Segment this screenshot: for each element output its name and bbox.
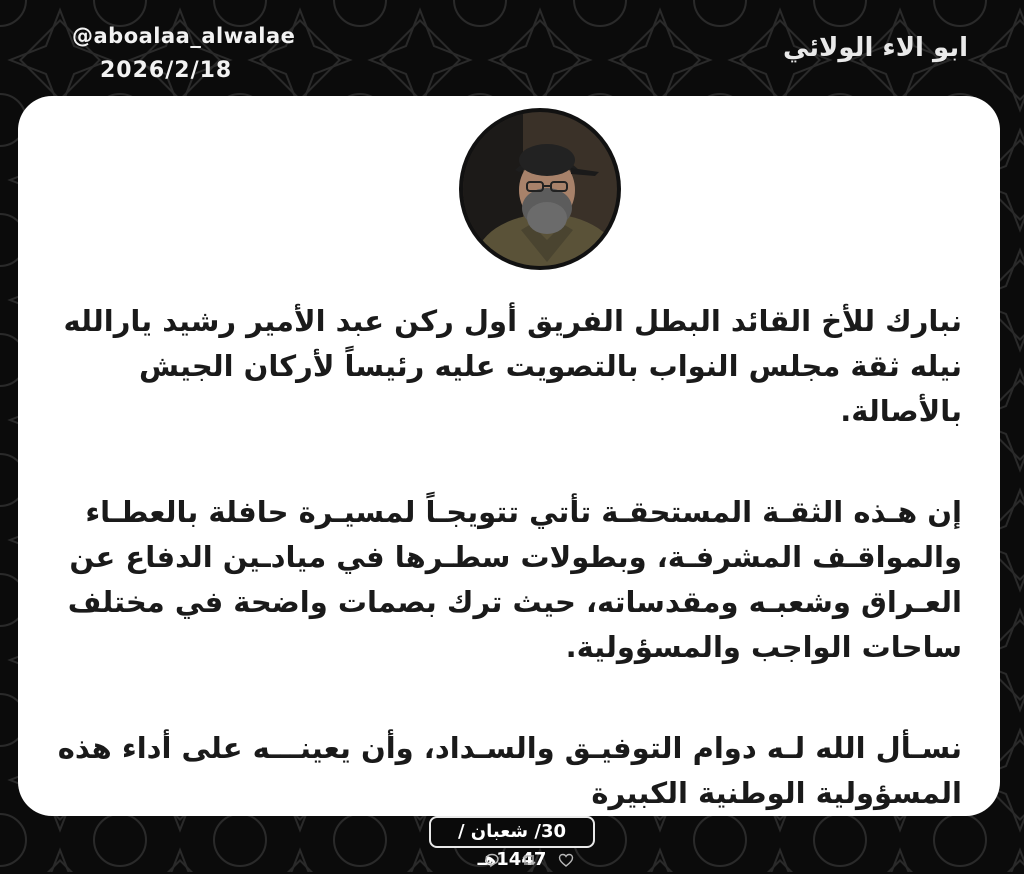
heart-icon[interactable] bbox=[558, 852, 574, 868]
post-paragraph-2: إن هـذه الثقـة المستحقـة تأتي تتويجـاً لمسيـرة حافلة بالعطـاء والمواقـف المشرفـة، وبطولات سطـرها في ميادـين الدفاع عن العـراق وشعبـه ومقدساته، حيث ترك بصمات واضحة في مختلف ساحات الواجب والمسؤولية. bbox=[67, 495, 962, 664]
avatar[interactable] bbox=[459, 108, 621, 270]
retweet-icon[interactable] bbox=[521, 852, 537, 868]
author-handle[interactable]: @aboalaa_alwalae bbox=[72, 24, 296, 48]
post-card bbox=[18, 96, 1000, 816]
post-actions bbox=[484, 850, 574, 870]
post-paragraph-1: نبارك للأخ القائد البطل الفريق أول ركن عبد الأمير رشيد يارالله نيله ثقة مجلس النواب بالتصويت عليه رئيساً لأركان الجيش بالأصالة. bbox=[63, 304, 962, 428]
author-name[interactable]: ابو الاء الولائي bbox=[782, 33, 968, 63]
reply-icon[interactable] bbox=[484, 852, 500, 868]
hijri-date-badge: 30/ شعبان / 1447هـ bbox=[429, 816, 595, 848]
post-date: 2026/2/18 bbox=[100, 58, 233, 83]
post-body bbox=[56, 299, 962, 816]
post-paragraph-3: نسـأل الله لـه دوام التوفيـق والسـداد، وأن يعينـــه على أداء هذه المسؤولية الوطنية الكبيرة bbox=[57, 731, 962, 810]
